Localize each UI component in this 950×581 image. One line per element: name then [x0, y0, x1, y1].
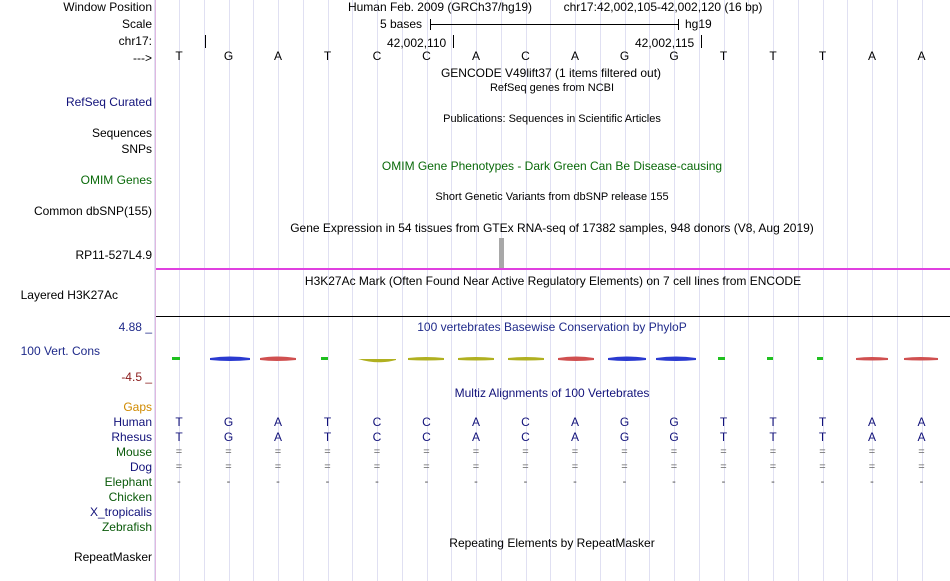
rhesus-base: T	[818, 430, 827, 444]
assembly-title: Human Feb. 2009 (GRCh37/hg19)	[347, 0, 533, 14]
rhesus-base: C	[372, 430, 382, 444]
label-species-human: Human	[113, 415, 152, 429]
gridline	[773, 0, 774, 581]
gridline	[179, 0, 180, 581]
dog-base: =	[373, 461, 381, 473]
human-base: T	[323, 415, 332, 429]
mouse-base: =	[621, 446, 628, 458]
human-base: T	[719, 415, 728, 429]
label-species-zebrafish: Zebrafish	[101, 520, 152, 534]
mouse-base: =	[868, 446, 876, 458]
base-letter: T	[719, 49, 728, 63]
base-letter: C	[372, 49, 382, 63]
dog-base: =	[324, 461, 331, 473]
h3k27ac-baseline	[156, 316, 950, 317]
rhesus-base: T	[719, 430, 728, 444]
gridline	[625, 0, 626, 581]
mouse-base: =	[423, 446, 430, 458]
rhesus-base: A	[917, 430, 926, 444]
phylop-bar-3	[260, 357, 296, 362]
base-letter: T	[323, 49, 332, 63]
gridline	[922, 0, 923, 581]
gridline	[897, 0, 898, 581]
phylop-bar-1	[172, 357, 180, 360]
elephant-base: -	[622, 476, 627, 488]
label-gene[interactable]: RP11-527L4.9	[75, 248, 152, 262]
elephant-base: -	[375, 476, 379, 488]
elephant-base: -	[276, 476, 280, 488]
elephant-base: -	[573, 476, 577, 488]
mouse-base: =	[918, 446, 925, 458]
label-strand: --->	[133, 51, 152, 65]
scale-label: 5 bases	[380, 17, 423, 31]
dog-base: =	[423, 461, 430, 473]
dog-base: =	[225, 461, 232, 473]
mouse-base: =	[472, 446, 480, 458]
rhesus-base: G	[619, 430, 630, 444]
dog-base: =	[720, 461, 727, 473]
label-sequences[interactable]: Sequences	[91, 126, 152, 140]
label-species-mouse: Mouse	[115, 445, 152, 459]
gridline	[204, 0, 205, 581]
dog-base: =	[769, 461, 777, 473]
mouse-base: =	[522, 446, 529, 458]
dog-base: =	[472, 461, 480, 473]
label-h3k27ac[interactable]: Layered H3K27Ac	[20, 288, 118, 302]
dog-base: =	[522, 461, 529, 473]
phylop-bar-13	[767, 357, 773, 360]
track-panel[interactable]	[156, 0, 950, 581]
coord-left: 42,002,110	[387, 36, 447, 50]
gridline	[699, 0, 700, 581]
label-cons[interactable]: 100 Vert. Cons	[20, 344, 100, 358]
rhesus-base: T	[769, 430, 777, 444]
rhesus-base: C	[422, 430, 431, 444]
scale-bar-left-tick	[430, 19, 431, 30]
elephant-base: -	[523, 476, 528, 488]
track-gtex-title[interactable]: Gene Expression in 54 tissues from GTEx RNA-seq of 17382 samples, 948 donors (V8, Aug 2019)	[290, 221, 814, 235]
rhesus-base: G	[223, 430, 234, 444]
gridline	[674, 0, 675, 581]
human-base: A	[917, 415, 926, 429]
rhesus-base: A	[570, 430, 579, 444]
gridline	[476, 0, 477, 581]
elephant-base: -	[672, 476, 676, 488]
base-letter: G	[619, 49, 630, 63]
rhesus-base: A	[273, 430, 282, 444]
scale-bar-right-tick	[678, 19, 679, 30]
gridline	[847, 0, 848, 581]
elephant-base: -	[721, 476, 726, 488]
gridline	[303, 0, 304, 581]
dog-base: =	[621, 461, 628, 473]
phylop-bar-4	[321, 357, 328, 360]
phylop-bar-7	[458, 357, 494, 361]
h3k27ac-signal-line	[156, 268, 950, 270]
track-dbsnp-title[interactable]: Short Genetic Variants from dbSNP release 155	[435, 191, 669, 203]
dog-base: =	[868, 461, 876, 473]
gridline	[798, 0, 799, 581]
phylop-bar-12	[718, 357, 725, 360]
gridline	[823, 0, 824, 581]
human-base: A	[471, 415, 480, 429]
human-base: C	[422, 415, 431, 429]
rhesus-base: A	[867, 430, 876, 444]
gridline	[328, 0, 329, 581]
phylop-bar-15	[856, 357, 888, 361]
gtex-expression-bar[interactable]	[499, 238, 504, 268]
label-species-chicken: Chicken	[108, 490, 152, 504]
human-base: T	[769, 415, 777, 429]
mouse-base: =	[571, 446, 579, 458]
track-repeatmasker-title[interactable]: Repeating Elements by RepeatMasker	[449, 536, 655, 550]
gridline	[253, 0, 254, 581]
human-base: T	[175, 415, 183, 429]
label-species-elephant: Elephant	[104, 475, 152, 489]
mouse-base: =	[720, 446, 727, 458]
human-base: A	[273, 415, 282, 429]
label-gaps: Gaps	[123, 400, 152, 414]
label-repeatmasker[interactable]: RepeatMasker	[73, 550, 152, 564]
base-letter: G	[223, 49, 234, 63]
human-base: A	[867, 415, 876, 429]
rhesus-base: C	[521, 430, 530, 444]
gridline	[872, 0, 873, 581]
phylop-bar-16	[904, 357, 938, 361]
dog-base: =	[175, 461, 183, 473]
mouse-base: =	[670, 446, 678, 458]
track-label-panel	[0, 0, 155, 581]
gridline	[278, 0, 279, 581]
elephant-base: -	[919, 476, 924, 488]
label-species-dog: Dog	[129, 460, 152, 474]
base-letter: C	[422, 49, 431, 63]
mouse-base: =	[274, 446, 282, 458]
mouse-base: =	[769, 446, 777, 458]
phylop-bar-5	[358, 359, 396, 362]
dog-base: =	[819, 461, 826, 473]
label-scale: Scale	[121, 17, 152, 31]
dog-base: =	[918, 461, 925, 473]
phylop-bar-6	[408, 357, 444, 361]
gridline	[402, 0, 403, 581]
coord-right: 42,002,115	[635, 36, 695, 50]
elephant-base: -	[177, 476, 181, 488]
phylop-bar-14	[817, 357, 823, 360]
coord-tick-1	[453, 35, 454, 48]
base-letter: T	[175, 49, 183, 63]
base-letter: T	[769, 49, 777, 63]
coord-tick-0	[205, 35, 206, 48]
track-publications-title[interactable]: Publications: Sequences in Scientific Articles	[443, 113, 661, 125]
mouse-base: =	[819, 446, 826, 458]
elephant-base: -	[870, 476, 874, 488]
track-h3k27ac-title[interactable]: H3K27Ac Mark (Often Found Near Active Regulatory Elements) on 7 cell lines from ENCODE	[304, 274, 802, 288]
mouse-base: =	[324, 446, 331, 458]
human-base: C	[372, 415, 382, 429]
base-letter: T	[818, 49, 827, 63]
human-base: A	[570, 415, 579, 429]
rhesus-base: G	[669, 430, 679, 444]
rhesus-base: A	[471, 430, 480, 444]
elephant-base: -	[820, 476, 825, 488]
base-letter: A	[273, 49, 282, 63]
base-letter: A	[917, 49, 926, 63]
mouse-base: =	[175, 446, 183, 458]
label-snps[interactable]: SNPs	[121, 142, 152, 156]
human-base: G	[223, 415, 234, 429]
gridline	[352, 0, 353, 581]
human-base: C	[521, 415, 530, 429]
gridline	[748, 0, 749, 581]
elephant-base: -	[325, 476, 330, 488]
phylop-bar-10	[608, 357, 646, 362]
mouse-base: =	[225, 446, 232, 458]
rhesus-base: T	[323, 430, 332, 444]
phylop-bar-8	[508, 357, 544, 361]
track-phylop-title[interactable]: 100 vertebrates Basewise Conservation by PhyloP	[417, 320, 687, 334]
gridline	[229, 0, 230, 581]
label-chrom: chr17:	[118, 34, 152, 48]
gridline	[427, 0, 428, 581]
scale-db: hg19	[685, 17, 712, 31]
coord-tick-2	[701, 35, 702, 48]
base-letter: A	[471, 49, 480, 63]
human-base: G	[619, 415, 630, 429]
base-letter: A	[570, 49, 579, 63]
gridline	[649, 0, 650, 581]
human-base: T	[818, 415, 827, 429]
label-omim[interactable]: OMIM Genes	[80, 173, 152, 187]
dog-base: =	[274, 461, 282, 473]
label-dbsnp[interactable]: Common dbSNP(155)	[33, 204, 152, 218]
phylop-bar-11	[656, 357, 696, 362]
elephant-base: -	[771, 476, 775, 488]
track-omim-title[interactable]: OMIM Gene Phenotypes - Dark Green Can Be Disease-causing	[381, 159, 723, 173]
dog-base: =	[670, 461, 678, 473]
gridline	[724, 0, 725, 581]
base-letter: A	[867, 49, 876, 63]
rhesus-base: T	[175, 430, 183, 444]
label-window-position: Window Position	[63, 0, 152, 14]
mouse-base: =	[373, 446, 381, 458]
dog-base: =	[571, 461, 579, 473]
label-species-rhesus: Rhesus	[111, 430, 152, 444]
track-multiz-title[interactable]: Multiz Alignments of 100 Vertebrates	[454, 386, 650, 400]
elephant-base: -	[474, 476, 478, 488]
position-readout: chr17:42,002,105-42,002,120 (16 bp)	[563, 0, 763, 14]
scale-bar	[430, 24, 678, 25]
elephant-base: -	[424, 476, 429, 488]
base-letter: G	[669, 49, 679, 63]
track-gencode-title[interactable]: GENCODE V49lift37 (1 items filtered out)	[440, 66, 662, 80]
label-refseq[interactable]: RefSeq Curated	[65, 95, 152, 109]
label-cons-max: 4.88 _	[118, 320, 152, 334]
label-species-xtropicalis: X_tropicalis	[89, 505, 152, 519]
elephant-base: -	[226, 476, 231, 488]
phylop-conservation-plot	[156, 350, 950, 370]
track-refseq-title[interactable]: RefSeq genes from NCBI	[489, 82, 615, 94]
gridline	[377, 0, 378, 581]
label-cons-min: -4.5 _	[121, 370, 152, 384]
base-letter: C	[521, 49, 530, 63]
gridline	[154, 0, 155, 581]
gridline	[451, 0, 452, 581]
phylop-bar-9	[558, 357, 594, 362]
phylop-bar-2	[210, 357, 250, 362]
human-base: G	[669, 415, 679, 429]
